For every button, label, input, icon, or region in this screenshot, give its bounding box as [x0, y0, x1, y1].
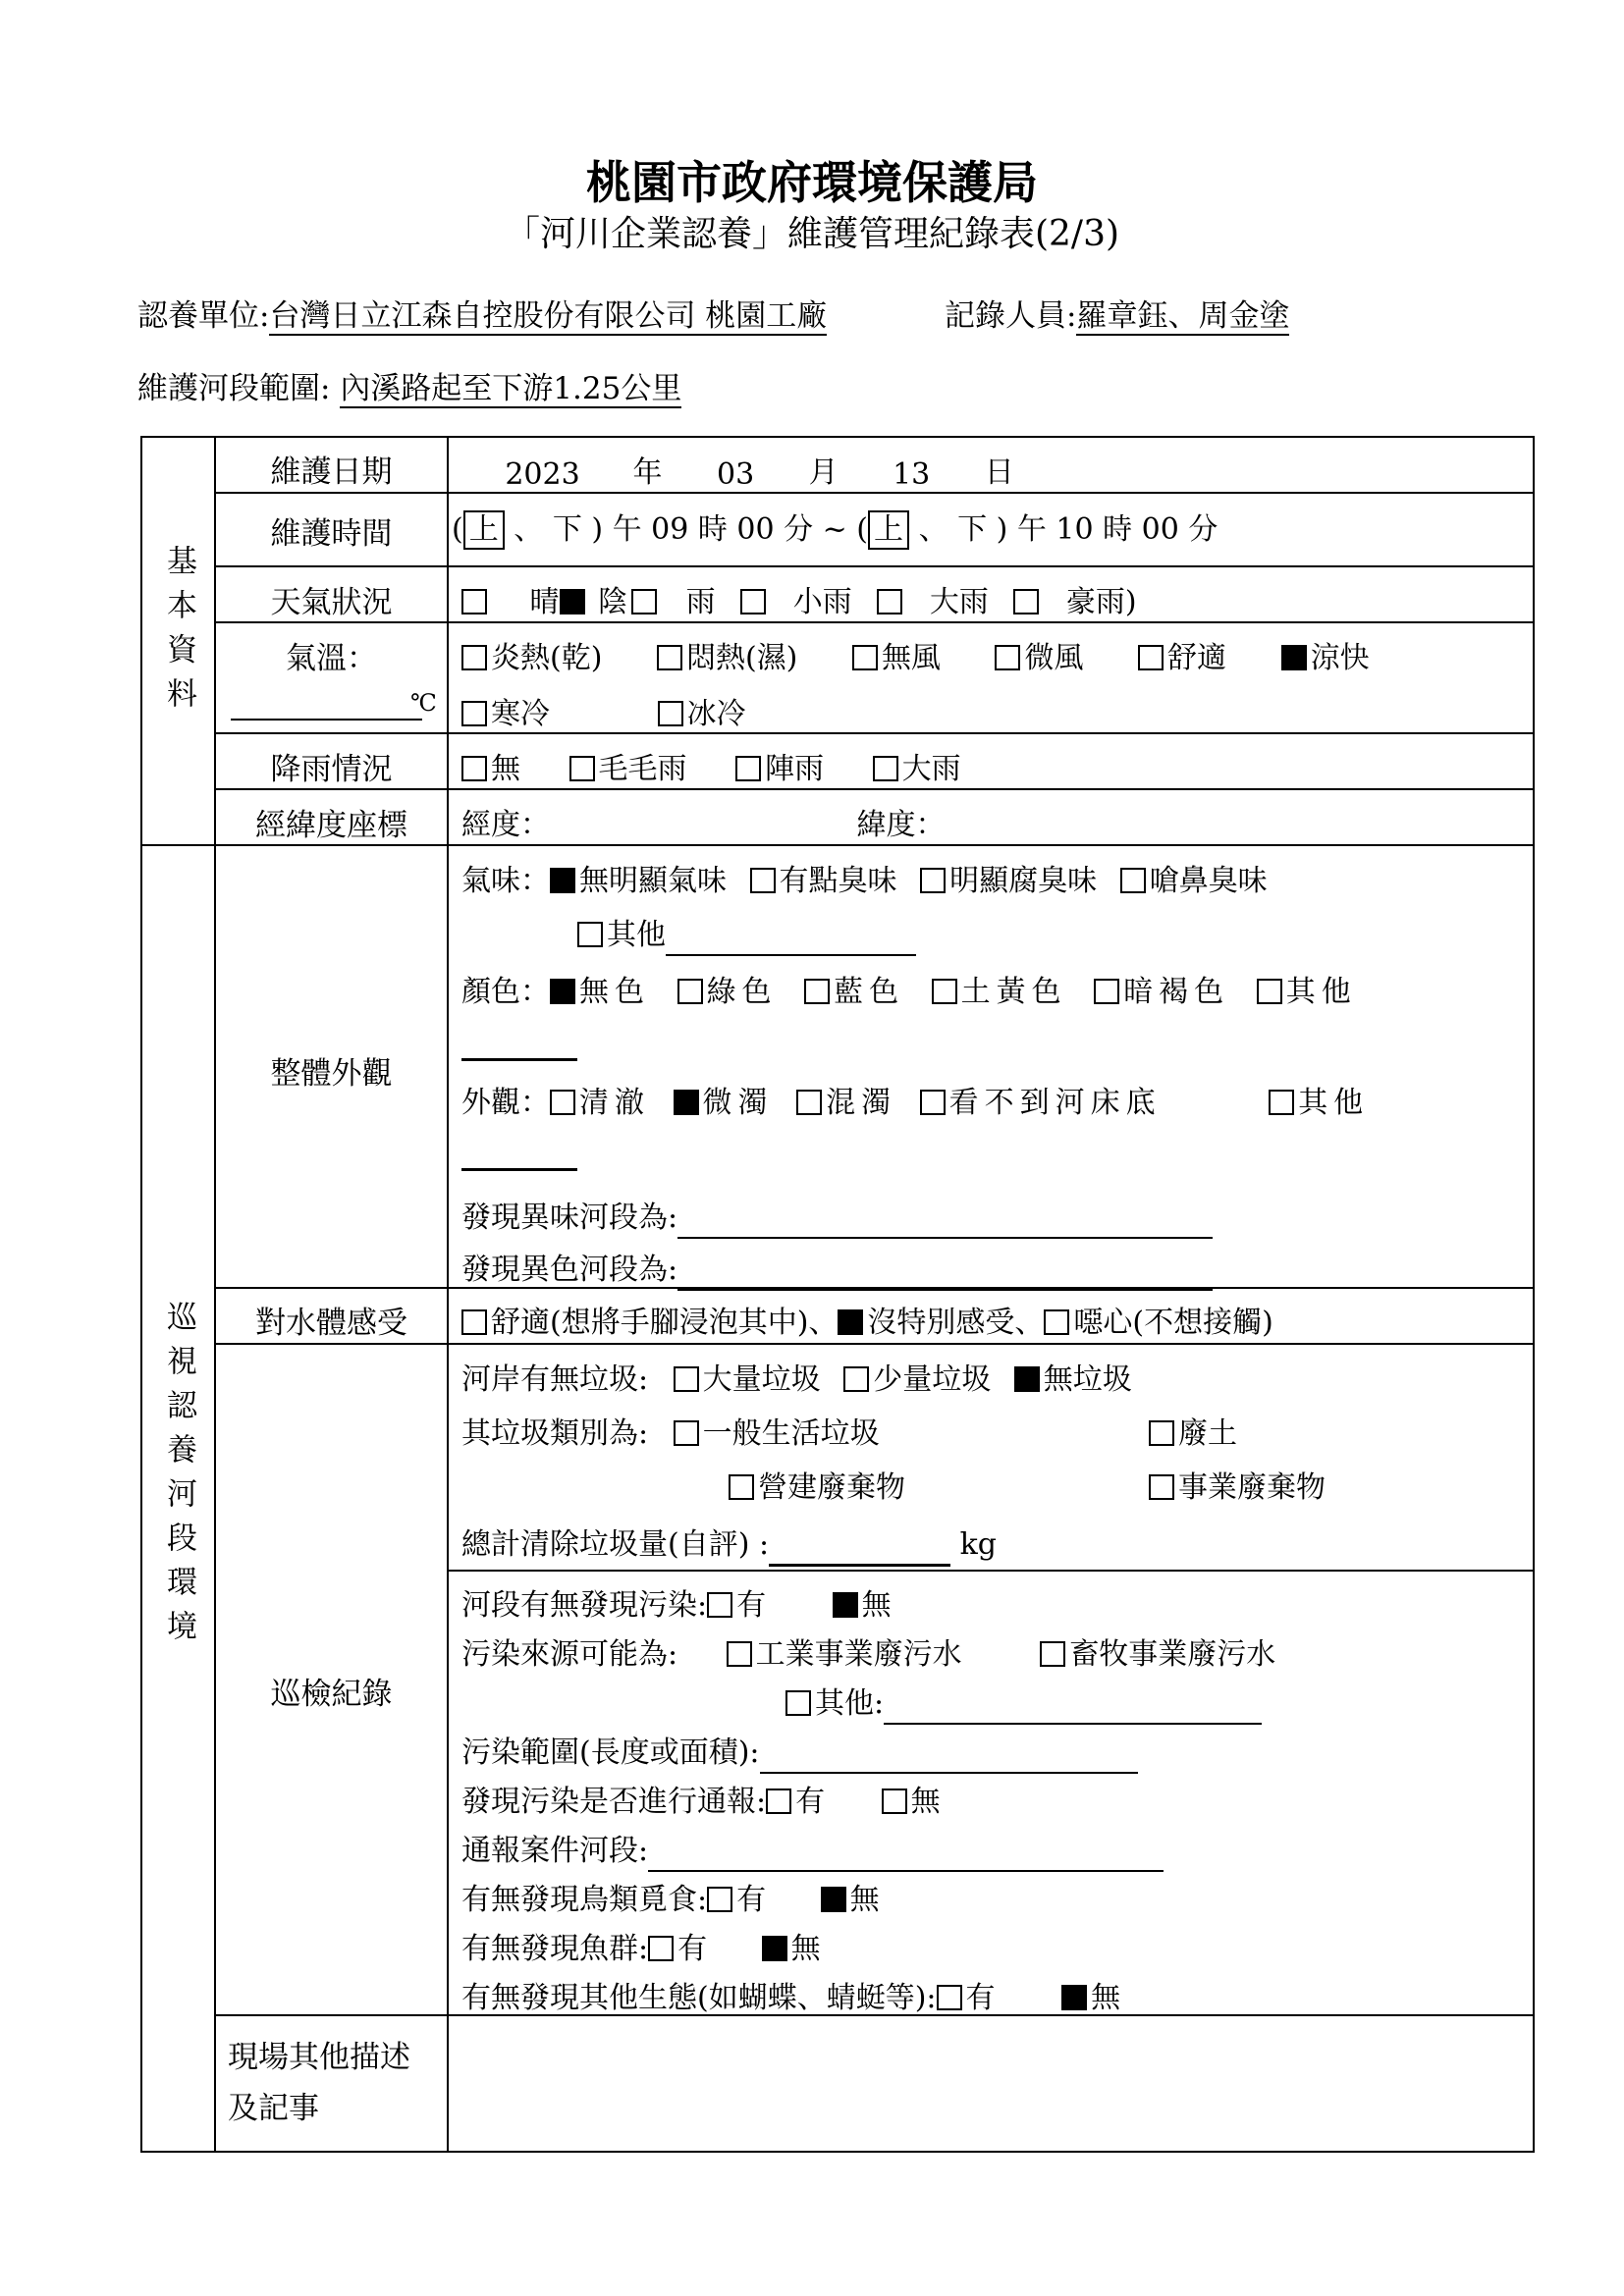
- source-option: 其他:: [815, 1686, 885, 1721]
- color-option: 藍色: [834, 975, 905, 1009]
- odor-option: 明顯腐臭味: [949, 864, 1098, 898]
- garbage-types-row-2: [729, 1463, 905, 1506]
- unit-label: 認養單位:: [137, 298, 270, 334]
- weather-checkbox[interactable]: [461, 589, 487, 614]
- pollution-no: 無: [861, 1588, 892, 1623]
- rain-checkbox[interactable]: [461, 756, 487, 781]
- garbage-amount-label: 總計清除垃圾量(自評) :: [461, 1527, 770, 1562]
- color-option: 綠色: [706, 975, 778, 1009]
- pollution-range-input[interactable]: [760, 1737, 1138, 1774]
- look-option: 其他: [1298, 1086, 1370, 1120]
- garbage-checkbox[interactable]: [843, 1366, 869, 1392]
- time-pm-end[interactable]: 下: [957, 512, 988, 547]
- weather-option: 雨: [685, 585, 716, 619]
- birds-no: 無: [849, 1883, 880, 1917]
- case-input[interactable]: [648, 1836, 1164, 1872]
- time-pm-start[interactable]: 下: [552, 512, 582, 547]
- other-label: 現場其他描述及記事: [228, 2040, 410, 2126]
- birds-row: [461, 1875, 880, 1918]
- report-yes: 有: [795, 1785, 826, 1819]
- color-section-row: [461, 1245, 1213, 1291]
- date-row: [461, 448, 1014, 494]
- rain-option: 陣雨: [765, 752, 825, 786]
- coord-row: [461, 800, 1235, 846]
- temp-option: 涼快: [1310, 641, 1370, 675]
- time-am-end[interactable]: 上: [868, 510, 909, 550]
- time-am-start[interactable]: 上: [463, 510, 505, 550]
- odor-row: [461, 856, 1268, 899]
- fish-row: [461, 1924, 821, 1967]
- rain-label: 降雨情況: [270, 752, 393, 787]
- odor-checkbox[interactable]: [550, 868, 575, 893]
- temp-unit: ℃: [410, 689, 437, 717]
- odor-checkbox[interactable]: [750, 868, 776, 893]
- range-value: 內溪路起至下游1.25公里: [340, 371, 682, 406]
- weather-checkbox[interactable]: [560, 589, 585, 614]
- feeling-checkbox[interactable]: [1044, 1309, 1069, 1335]
- lon-input[interactable]: [550, 810, 820, 846]
- look-checkbox[interactable]: [674, 1090, 699, 1115]
- garbage-type-option: 一般生活垃圾: [702, 1416, 880, 1451]
- pollution-yes: 有: [736, 1588, 767, 1623]
- birds-yes: 有: [736, 1883, 767, 1917]
- feeling-row: [461, 1298, 1273, 1341]
- look-checkbox[interactable]: [920, 1090, 946, 1115]
- temp-checkbox[interactable]: [461, 645, 487, 670]
- section-patrol-label: 巡視認養河段環境: [161, 1301, 196, 1654]
- color-row: [461, 967, 1357, 1010]
- temp-row-1: [461, 633, 1370, 676]
- coord-label: 經緯度座標: [255, 808, 407, 843]
- garbage-type-checkbox[interactable]: [674, 1420, 699, 1446]
- rain-option: 大雨: [901, 752, 961, 786]
- time-label: 維護時間: [270, 516, 393, 552]
- garbage-option: 無垃圾: [1043, 1362, 1132, 1397]
- eco-checkbox[interactable]: [1061, 1985, 1087, 2010]
- page-title: 桃園市政府環境保護局: [586, 156, 1038, 209]
- garbage-checkbox[interactable]: [674, 1366, 699, 1392]
- color-section-input[interactable]: [677, 1255, 1213, 1291]
- eco-checkbox[interactable]: [937, 1985, 962, 2010]
- garbage-option: 大量垃圾: [702, 1362, 821, 1397]
- weather-checkbox[interactable]: [740, 589, 766, 614]
- date-year[interactable]: 2023: [461, 457, 623, 494]
- eco-label: 有無發現其他生態(如蝴蝶、蜻蜓等):: [461, 1981, 937, 2015]
- section-basic-label: 基本資料: [161, 545, 196, 721]
- garbage-amount-input[interactable]: [769, 1529, 950, 1567]
- birds-label: 有無發現鳥類覓食:: [461, 1883, 708, 1917]
- garbage-type-option: 廢土: [1178, 1416, 1237, 1451]
- source-label: 污染來源可能為:: [461, 1637, 678, 1672]
- rain-row: [461, 744, 961, 787]
- garbage-type-option: 事業廢棄物: [1178, 1470, 1326, 1505]
- garbage-types-row: [461, 1409, 880, 1452]
- recorder-label: 記錄人員:: [945, 298, 1077, 334]
- date-day[interactable]: 13: [847, 457, 975, 494]
- temp-option: 無風: [881, 641, 941, 675]
- weather-option: 陰: [598, 585, 628, 619]
- rain-checkbox[interactable]: [569, 756, 595, 781]
- odor-section-input[interactable]: [677, 1202, 1213, 1239]
- pollution-checkbox[interactable]: [707, 1592, 732, 1618]
- look-option: 清澈: [579, 1086, 650, 1120]
- weather-option: 豪雨): [1065, 585, 1137, 619]
- rain-option: 毛毛雨: [598, 752, 687, 786]
- odor-row-2: [577, 910, 916, 956]
- color-section-label: 發現異色河段為:: [461, 1253, 678, 1287]
- color-option: 其他: [1285, 975, 1357, 1009]
- odor-label: 氣味：: [461, 864, 550, 898]
- odor-other-input[interactable]: [666, 920, 916, 956]
- source-option: 畜牧事業廢污水: [1069, 1637, 1276, 1672]
- range-row: [461, 1728, 1138, 1774]
- look-option: 看不到河床底: [948, 1086, 1162, 1120]
- rain-option: 無: [491, 752, 520, 786]
- color-label: 顏色：: [461, 975, 550, 1009]
- color-checkbox[interactable]: [1257, 979, 1282, 1004]
- feeling-checkbox[interactable]: [838, 1309, 863, 1335]
- source-other-input[interactable]: [884, 1688, 1262, 1725]
- look-checkbox[interactable]: [796, 1090, 822, 1115]
- weather-checkbox[interactable]: [877, 589, 902, 614]
- report-checkbox[interactable]: [882, 1789, 907, 1814]
- weather-checkbox[interactable]: [631, 589, 657, 614]
- garbage-row: [461, 1355, 1132, 1398]
- fish-yes: 有: [677, 1932, 708, 1966]
- garbage-type-checkbox[interactable]: [1149, 1420, 1174, 1446]
- feeling-option: 噁心(不想接觸): [1073, 1306, 1273, 1340]
- temp-label: 氣溫：: [286, 641, 377, 676]
- report-label: 發現污染是否進行通報:: [461, 1785, 767, 1819]
- weather-row: [461, 577, 1137, 620]
- garbage-types-label: 其垃圾類別為:: [461, 1416, 649, 1451]
- time-sep: 、: [514, 512, 544, 547]
- color-checkbox[interactable]: [677, 979, 703, 1004]
- source-checkbox[interactable]: [785, 1690, 811, 1716]
- garbage-types-row-b: [1149, 1409, 1237, 1452]
- odor-checkbox[interactable]: [1120, 868, 1146, 893]
- temp-option: 寒冷: [491, 697, 550, 731]
- odor-checkbox[interactable]: [577, 922, 603, 947]
- rain-checkbox[interactable]: [873, 756, 898, 781]
- unit-value: 台灣日立江森自控股份有限公司 桃園工廠: [269, 298, 828, 334]
- fish-checkbox[interactable]: [762, 1936, 787, 1961]
- weather-option: 小雨: [792, 585, 852, 619]
- odor-option: 其他: [607, 918, 666, 952]
- temp-option: 微風: [1024, 641, 1084, 675]
- temp-checkbox[interactable]: [461, 701, 487, 726]
- temp-checkbox[interactable]: [657, 645, 682, 670]
- temp-row-2: [461, 689, 746, 732]
- look-label: 外觀：: [461, 1086, 550, 1120]
- temp-checkbox[interactable]: [852, 645, 878, 670]
- case-row: [461, 1826, 1164, 1872]
- recorder-value: 羅章鈺、周金塗: [1076, 298, 1290, 334]
- appearance-label: 整體外觀: [270, 1056, 393, 1092]
- lat-input[interactable]: [946, 810, 1235, 846]
- color-option: 無色: [579, 975, 650, 1009]
- odor-section-label: 發現異味河段為:: [461, 1201, 678, 1235]
- time-end: ) 午 10 時 00 分: [996, 512, 1218, 547]
- fish-checkbox[interactable]: [648, 1936, 674, 1961]
- garbage-type-option: 營建廢棄物: [758, 1470, 905, 1505]
- weather-checkbox[interactable]: [1013, 589, 1039, 614]
- garbage-types-row-2b: [1149, 1463, 1326, 1506]
- date-label: 維護日期: [270, 454, 393, 490]
- pollution-row: [461, 1580, 892, 1624]
- source-checkbox[interactable]: [1040, 1641, 1065, 1667]
- pollution-range-label: 污染範圍(長度或面積):: [461, 1735, 760, 1770]
- time-sep-2: 、: [918, 512, 948, 547]
- page-subtitle: 「河川企業認養」維護管理紀錄表(2/3): [504, 214, 1120, 254]
- odor-option: 無明顯氣味: [579, 864, 727, 898]
- case-label: 通報案件河段:: [461, 1834, 649, 1868]
- lon-label: 經度：: [461, 808, 550, 842]
- eco-yes: 有: [965, 1981, 996, 2015]
- color-checkbox[interactable]: [1094, 979, 1119, 1004]
- look-option: 微濁: [702, 1086, 774, 1120]
- range-label: 維護河段範圍:: [137, 371, 331, 406]
- source-checkbox[interactable]: [727, 1641, 752, 1667]
- fish-label: 有無發現魚群:: [461, 1932, 649, 1966]
- temp-checkbox[interactable]: [995, 645, 1020, 670]
- pollution-label: 河段有無發現污染:: [461, 1588, 708, 1623]
- temp-option: 炎熱(乾): [491, 641, 603, 675]
- color-option: 暗褐色: [1123, 975, 1230, 1009]
- temp-blank-line: [231, 719, 422, 721]
- look-other-line[interactable]: [461, 1168, 577, 1171]
- garbage-option: 少量垃圾: [873, 1362, 992, 1397]
- report-row: [461, 1777, 941, 1820]
- color-checkbox[interactable]: [804, 979, 830, 1004]
- garbage-amount-unit: kg: [959, 1527, 997, 1562]
- time-row: ( 上 、 下 ) 午 09 時 00 分 ~ ( 上 、 下 ) 午 10 時 00 分: [452, 505, 1218, 550]
- temp-checkbox[interactable]: [658, 701, 683, 726]
- birds-checkbox[interactable]: [821, 1887, 846, 1912]
- odor-checkbox[interactable]: [920, 868, 946, 893]
- eco-no: 無: [1091, 1981, 1121, 2015]
- lat-label: 緯度：: [856, 808, 946, 842]
- look-checkbox[interactable]: [1269, 1090, 1294, 1115]
- color-other-line[interactable]: [461, 1058, 577, 1061]
- odor-option: 有點臭味: [779, 864, 897, 898]
- feeling-option: 舒適(想將手腳浸泡其中)、: [491, 1306, 839, 1340]
- weather-label: 天氣狀況: [270, 585, 393, 620]
- temp-option: 悶熱(濕): [685, 641, 798, 675]
- temp-option: 冰冷: [686, 697, 746, 731]
- weather-option: 晴: [529, 585, 560, 619]
- feeling-checkbox[interactable]: [461, 1309, 487, 1335]
- report-checkbox[interactable]: [766, 1789, 791, 1814]
- garbage-amount-row: [461, 1520, 997, 1567]
- temp-checkbox[interactable]: [1281, 645, 1307, 670]
- year-unit: 年: [632, 455, 663, 490]
- month-unit: 月: [808, 455, 839, 490]
- temp-checkbox[interactable]: [1138, 645, 1164, 670]
- temp-option: 舒適: [1167, 641, 1227, 675]
- odor-option: 嗆鼻臭味: [1149, 864, 1268, 898]
- date-month[interactable]: 03: [672, 457, 799, 494]
- fish-no: 無: [790, 1932, 821, 1966]
- weather-option: 大雨: [929, 585, 989, 619]
- source-option: 工業事業廢污水: [755, 1637, 962, 1672]
- odor-section-row: [461, 1193, 1213, 1239]
- garbage-checkbox[interactable]: [1014, 1366, 1040, 1392]
- time-start: ) 午 09 時 00 分 ~ (: [591, 512, 869, 547]
- rain-checkbox[interactable]: [735, 756, 761, 781]
- garbage-type-checkbox[interactable]: [729, 1474, 754, 1500]
- garbage-type-checkbox[interactable]: [1149, 1474, 1174, 1500]
- inspection-label: 巡檢紀錄: [270, 1677, 393, 1712]
- feeling-label: 對水體感受: [255, 1306, 407, 1341]
- day-unit: 日: [984, 455, 1014, 490]
- other-notes-area[interactable]: [450, 2017, 1532, 2150]
- source-row-2: [785, 1679, 1262, 1725]
- feeling-option: 沒特別感受、: [867, 1306, 1045, 1340]
- eco-row: [461, 1973, 1120, 2016]
- pollution-checkbox[interactable]: [833, 1592, 858, 1618]
- report-no: 無: [910, 1785, 941, 1819]
- color-checkbox[interactable]: [932, 979, 957, 1004]
- color-option: 土黃色: [960, 975, 1067, 1009]
- look-row: [461, 1078, 1369, 1121]
- source-row: [461, 1629, 1275, 1673]
- look-checkbox[interactable]: [550, 1090, 575, 1115]
- look-option: 混濁: [826, 1086, 897, 1120]
- color-checkbox[interactable]: [550, 979, 575, 1004]
- birds-checkbox[interactable]: [707, 1887, 732, 1912]
- garbage-label: 河岸有無垃圾:: [461, 1362, 649, 1397]
